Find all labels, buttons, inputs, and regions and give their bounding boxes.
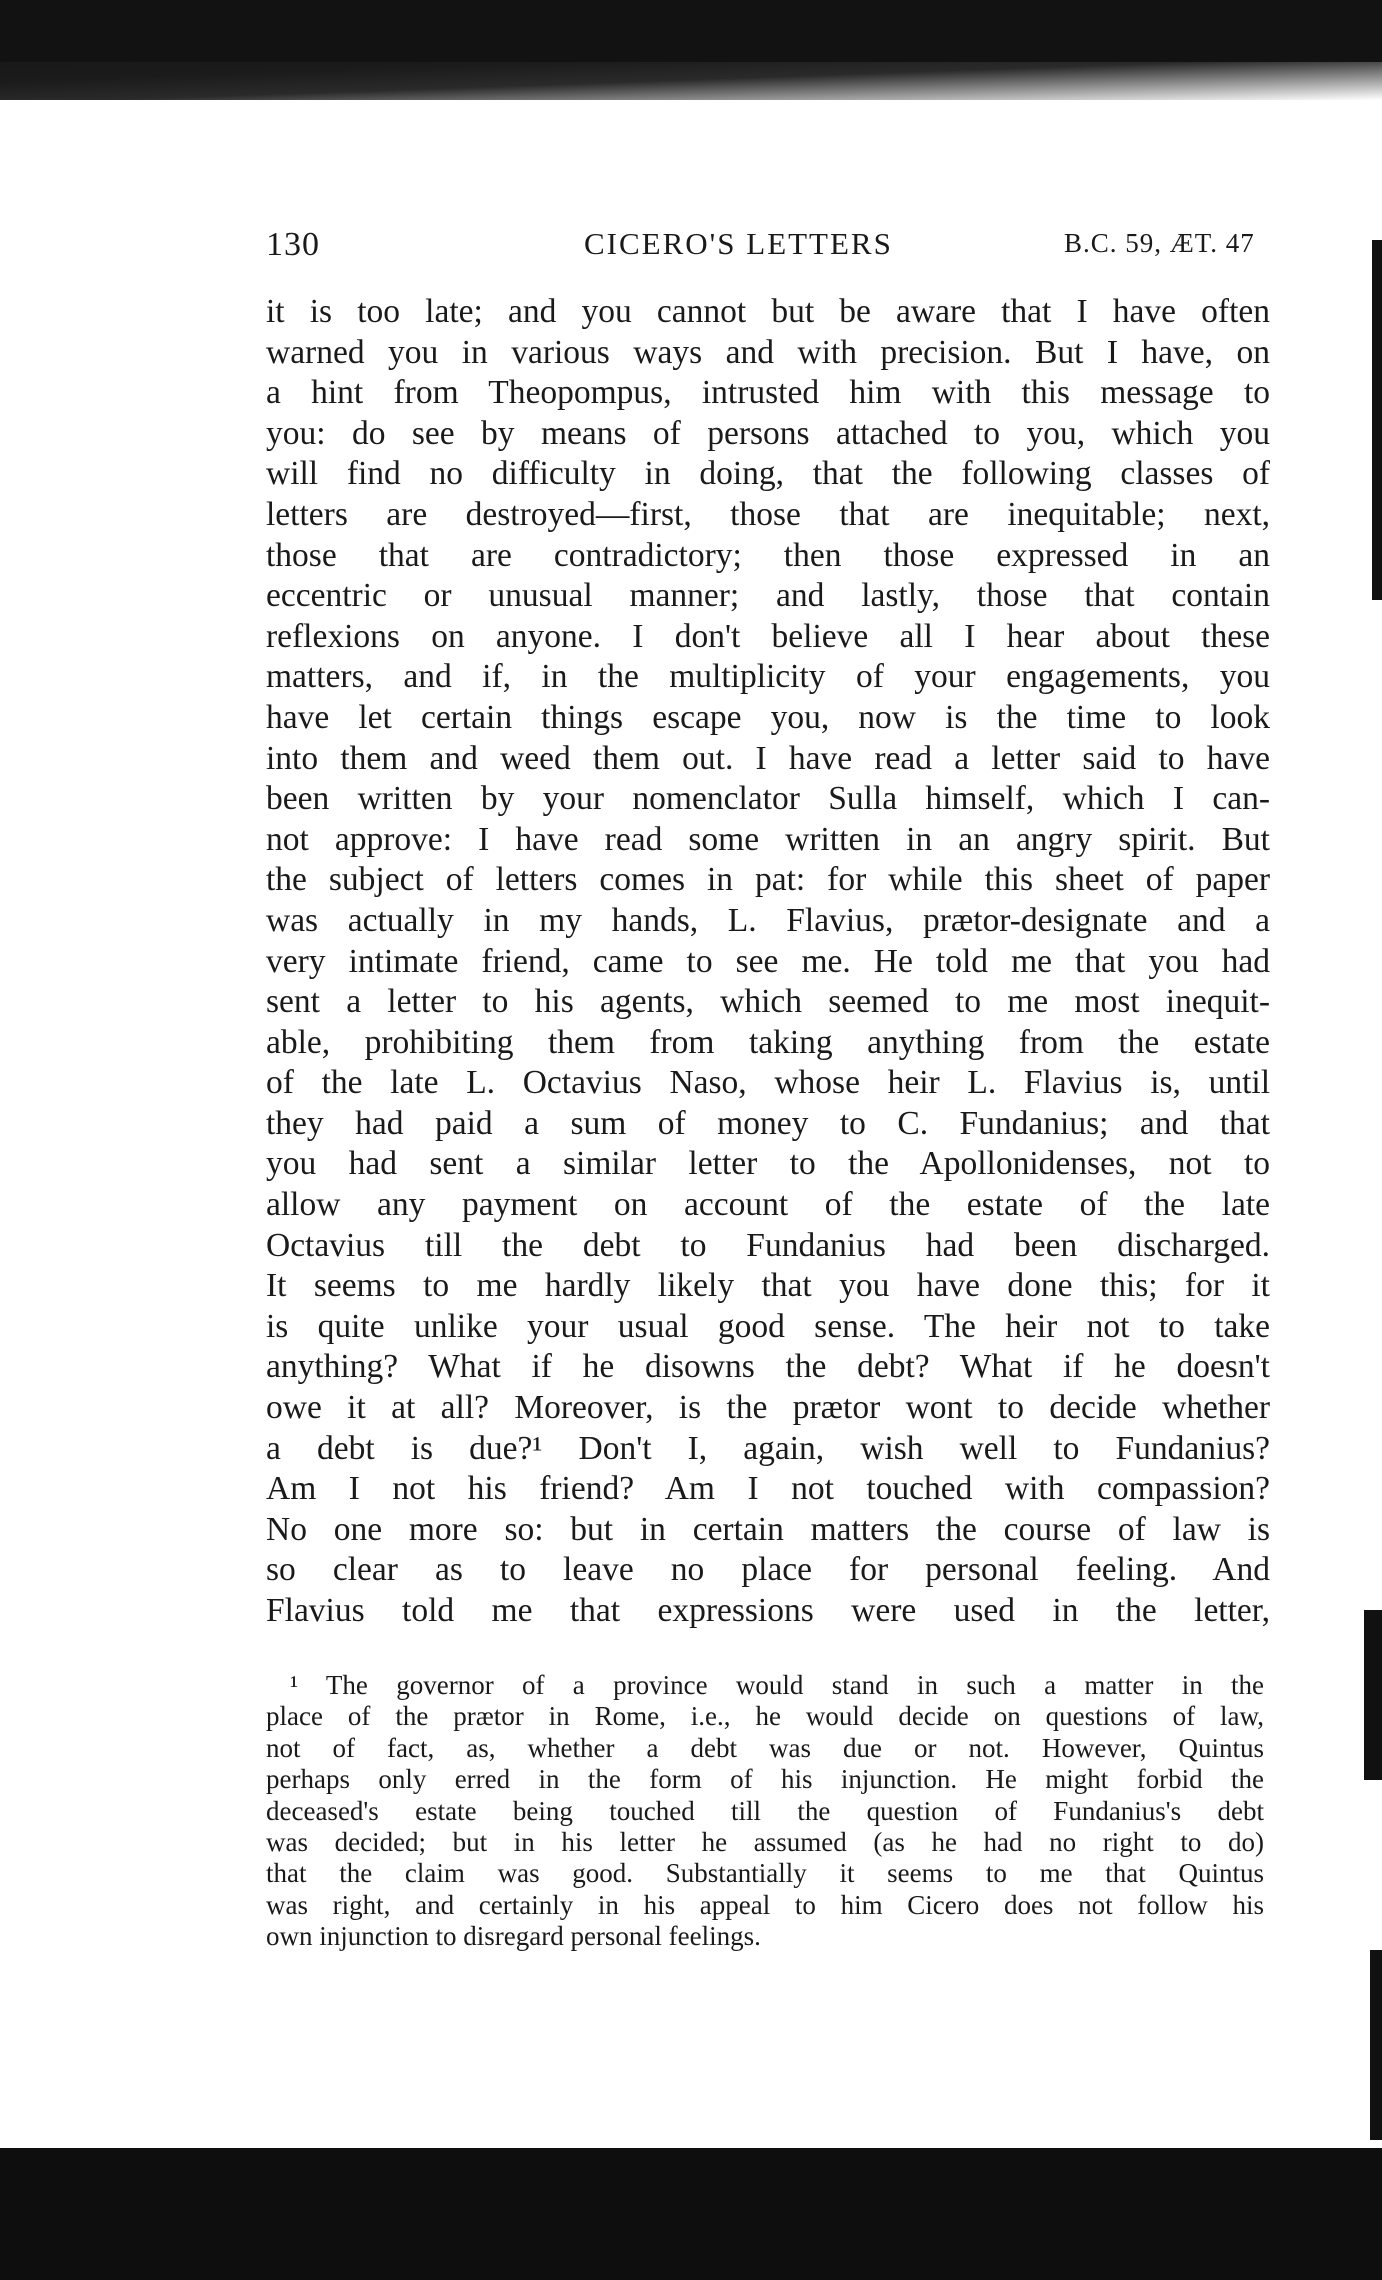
footnote-line: perhaps only erred in the form of his injunction. He might forbid the bbox=[266, 1764, 1264, 1795]
page-number: 130 bbox=[266, 226, 320, 263]
body-line: been written by your nomenclator Sulla himself, which I can- bbox=[266, 780, 1270, 818]
body-line: it is too late; and you cannot but be aware that I have often bbox=[266, 293, 1270, 330]
body-line: very intimate friend, came to see me. He told me that you had bbox=[266, 942, 1270, 980]
scan-edge-shadow bbox=[1372, 240, 1382, 600]
footnote-line: not of fact, as, whether a debt was due or not. However, Quintus bbox=[266, 1732, 1264, 1763]
body-line: not approve: I have read some written in an angry spirit. But bbox=[266, 820, 1270, 858]
body-line: sent a letter to his agents, which seemed to me most inequit- bbox=[266, 983, 1270, 1021]
scan-border-bottom bbox=[0, 2148, 1382, 2280]
body-line: Flavius told me that expressions were used in the letter, bbox=[266, 1592, 1270, 1629]
body-line: owe it at all? Moreover, is the prætor wont to decide whether bbox=[266, 1389, 1270, 1427]
scan-border-top-dark bbox=[0, 0, 1382, 62]
body-line: have let certain things escape you, now is the time to look bbox=[266, 698, 1270, 736]
footnote-line: place of the prætor in Rome, i.e., he would decide on questions of law, bbox=[266, 1701, 1264, 1732]
body-line: a debt is due?¹ Don't I, again, wish well to Fundanius? bbox=[266, 1429, 1270, 1467]
footnote bbox=[266, 1670, 1264, 1953]
body-line: you: do see by means of persons attached to you, which you bbox=[266, 414, 1270, 452]
footnote-line: ¹ The governor of a province would stand in such a matter in the bbox=[290, 1670, 1264, 1700]
body-line: letters are destroyed—first, those that are inequitable; next, bbox=[266, 495, 1270, 533]
body-line: No one more so: but in certain matters the course of law is bbox=[266, 1510, 1270, 1548]
footnote-line: deceased's estate being touched till the question of Fundanius's debt bbox=[266, 1795, 1264, 1826]
body-line: warned you in various ways and with precision. But I have, on bbox=[266, 333, 1270, 371]
body-line: Octavius till the debt to Fundanius had been discharged. bbox=[266, 1226, 1270, 1264]
body-line: the subject of letters comes in pat: for while this sheet of paper bbox=[266, 861, 1270, 899]
body-line: allow any payment on account of the estate of the late bbox=[266, 1186, 1270, 1224]
body-line: into them and weed them out. I have read a letter said to have bbox=[266, 739, 1270, 777]
body-line: is quite unlike your usual good sense. The heir not to take bbox=[266, 1307, 1270, 1345]
body-line: those that are contradictory; then those expressed in an bbox=[266, 536, 1270, 574]
body-line: they had paid a sum of money to C. Fundanius; and that bbox=[266, 1104, 1270, 1142]
footnote-line: own injunction to disregard personal feelings. bbox=[266, 1921, 761, 1952]
body-line: matters, and if, in the multiplicity of your engagements, you bbox=[266, 658, 1270, 696]
page-header bbox=[266, 220, 1286, 270]
body-line: able, prohibiting them from taking anything from the estate bbox=[266, 1023, 1270, 1061]
body-line: you had sent a similar letter to the Apollonidenses, not to bbox=[266, 1145, 1270, 1183]
body-line: Am I not his friend? Am I not touched with compassion? bbox=[266, 1470, 1270, 1508]
footnote-line: was right, and certainly in his appeal to him Cicero does not follow his bbox=[266, 1889, 1264, 1920]
body-text bbox=[266, 292, 1270, 1632]
body-line: anything? What if he disowns the debt? What if he doesn't bbox=[266, 1348, 1270, 1386]
scan-edge-shadow bbox=[1370, 1950, 1382, 2140]
footnote-line: that the claim was good. Substantially it seems to me that Quintus bbox=[266, 1858, 1264, 1889]
body-line: will find no difficulty in doing, that the following classes of bbox=[266, 455, 1270, 493]
running-title: CICERO'S LETTERS bbox=[584, 226, 893, 261]
body-line: of the late L. Octavius Naso, whose heir L. Flavius is, until bbox=[266, 1064, 1270, 1102]
body-line: a hint from Theopompus, intrusted him with this message to bbox=[266, 374, 1270, 412]
body-line: It seems to me hardly likely that you have done this; for it bbox=[266, 1267, 1270, 1305]
date-note: B.C. 59, ÆT. 47 bbox=[1064, 228, 1255, 258]
scan-edge-shadow bbox=[1364, 1610, 1382, 1780]
body-line: eccentric or unusual manner; and lastly, those that contain bbox=[266, 577, 1270, 615]
body-line: was actually in my hands, L. Flavius, prætor-designate and a bbox=[266, 901, 1270, 939]
body-line: so clear as to leave no place for personal feeling. And bbox=[266, 1551, 1270, 1589]
footnote-line: was decided; but in his letter he assumed (as he had no right to do) bbox=[266, 1826, 1264, 1857]
body-line: reflexions on anyone. I don't believe all I hear about these bbox=[266, 617, 1270, 655]
